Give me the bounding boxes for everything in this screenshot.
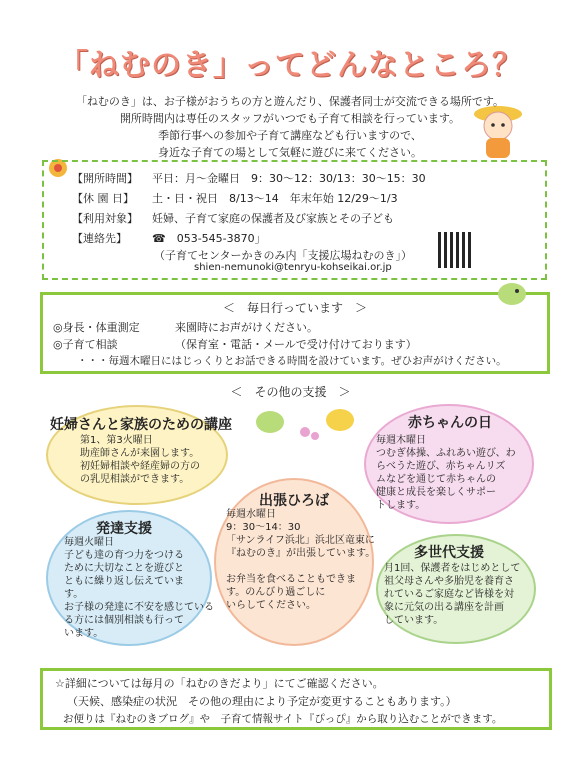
qr-code-icon[interactable] bbox=[438, 232, 474, 268]
measure-label: ◎身長・体重測定 bbox=[53, 321, 140, 334]
closed-row bbox=[72, 190, 398, 206]
daily-line-measure bbox=[53, 319, 318, 335]
consult-value: （保育室・電話・メールで受け付けております） bbox=[175, 338, 417, 351]
page-title: 「ねむのき」ってどんなところ？ bbox=[58, 48, 523, 83]
daily-line-consult bbox=[53, 336, 417, 352]
hours-label: 【開所時間】 bbox=[72, 172, 138, 185]
footer-line: ☆詳細については毎月の「ねむのきだより」にてご確認ください。 bbox=[55, 677, 384, 690]
contact-label: 【連絡先】 bbox=[72, 232, 127, 245]
multigen-title: 多世代支援 bbox=[414, 545, 484, 561]
closed-label: 【休 園 日】 bbox=[72, 192, 134, 205]
measure-value: 来園時にお声がけください。 bbox=[175, 321, 318, 334]
development-text: 毎週火曜日 子ども達の育つ力をつける ために大切なことを遊びと ともに繰り返し伝えていま す。 お子様の発達に不安を感じている る方には個別相談も行って います。 bbox=[64, 537, 214, 639]
footer-line: お便りは『ねむのきブログ』や 子育て情報サイト『ぴっぴ』から取り込むことができます。 bbox=[63, 713, 503, 725]
baby-text: 毎週木曜日 つむぎ体操、ふれあい遊び、わ らべうた遊び、赤ちゃんリズ ムなどを通じて赤ちゃんの 健康と成長を楽しくサポー トします。 bbox=[376, 435, 516, 511]
footer-box bbox=[40, 668, 552, 730]
footer-line: （天候、感染症の状況 その他の理由により予定が変更することもあります。） bbox=[67, 695, 457, 708]
support-heading: ＜ その他の支援 ＞ bbox=[230, 385, 351, 399]
intro-text bbox=[40, 93, 540, 161]
daily-line-thursday: ・・・毎週木曜日にはじっくりとお話できる時間を設けています。ぜひお声がけください。 bbox=[77, 355, 507, 367]
birds-icon bbox=[250, 402, 360, 442]
baby-title: 赤ちゃんの日 bbox=[408, 415, 492, 431]
closed-value: 土・日・祝日 8/13～14 年末年始 12/29～1/3 bbox=[152, 192, 398, 205]
target-value: 妊婦、子育て家庭の保護者及び家族とその子ども bbox=[152, 212, 394, 225]
maternity-text: 第1、第3火曜日 助産師さんが来園します。 初妊婦相談や経産婦の方の の乳児相談ができます。 bbox=[80, 435, 200, 485]
outreach-title: 出張ひろば bbox=[259, 493, 329, 509]
bird-icon bbox=[494, 278, 530, 308]
location-text: （子育てセンターかきのみ内「支援広場ねむのき」） bbox=[154, 249, 413, 262]
maternity-title: 妊婦さんと家族のための講座 bbox=[50, 417, 232, 433]
target-label: 【利用対象】 bbox=[72, 212, 138, 225]
email-address[interactable]: shien-nemunoki@tenryu-kohseikai.or.jp bbox=[194, 262, 392, 273]
multigen-text: 月1回、保護者をはじめとして 祖父母さんや多胎児を養育さ れているご家庭など皆様を対 象に元気の出る講座を計画 しています。 bbox=[384, 563, 521, 626]
contact-row bbox=[72, 230, 266, 246]
intro-line: 開所時間内は専任のスタッフがいつでも子育て相談を行っています。 bbox=[119, 112, 461, 125]
hours-row bbox=[72, 170, 426, 186]
consult-label: ◎子育て相談 bbox=[53, 338, 118, 351]
outreach-text: 毎週水曜日 9：30～14：30 「サンライフ浜北」浜北区竜東に 『ねむのき』が出張しています。 お弁当を食べることもできま す。のんびり過ごしに いらしてください。 bbox=[226, 509, 376, 611]
phone-number: ☎ 053-545-3870」 bbox=[152, 232, 266, 245]
daily-heading: ＜ 毎日行っています ＞ bbox=[222, 301, 367, 315]
intro-line: 季節行事への参加や子育て講座なども行いますので、 bbox=[158, 129, 422, 142]
target-row bbox=[72, 210, 394, 226]
development-title: 発達支援 bbox=[96, 521, 152, 537]
intro-line: 「ねむのき」は、お子様がおうちの方と遊んだり、保護者同士が交流できる場所です。 bbox=[75, 95, 505, 108]
hours-value: 平日：月～金曜日 9：30～12：30/13：30～15：30 bbox=[152, 172, 426, 185]
daily-box bbox=[40, 292, 550, 374]
intro-line: 身近な子育ての場として気軽に遊びに来てください。 bbox=[158, 146, 422, 159]
